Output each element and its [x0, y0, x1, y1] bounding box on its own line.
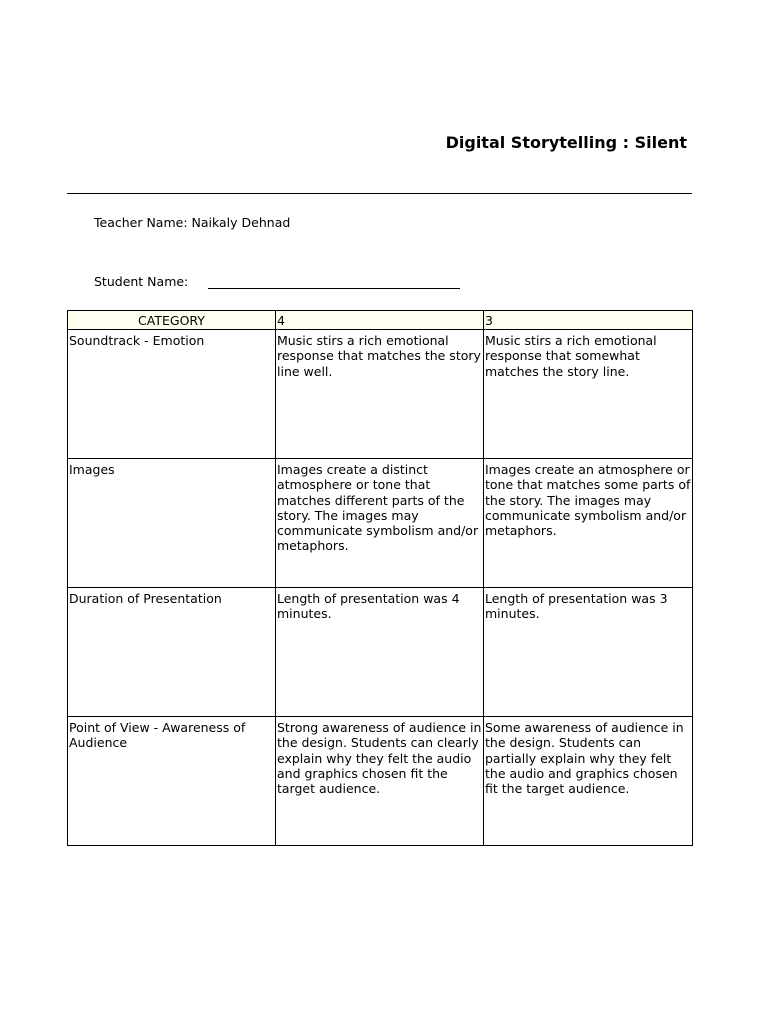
category-cell: Images: [68, 459, 276, 588]
table-row: [68, 717, 693, 846]
score-4-cell: Images create a distinct atmosphere or tone that matches different parts of the story. The images may communicate symbolism and/or metaphors.: [276, 459, 484, 588]
score-4-cell: Length of presentation was 4 minutes.: [276, 588, 484, 717]
table-row: [68, 588, 693, 717]
table-row: [68, 330, 693, 459]
score-3-cell: Music stirs a rich emotional response that somewhat matches the story line.: [484, 330, 693, 459]
score-3-cell: Length of presentation was 3 minutes.: [484, 588, 693, 717]
score-4-cell: Music stirs a rich emotional response that matches the story line well.: [276, 330, 484, 459]
header-row: [68, 311, 693, 330]
rubric-body: [68, 330, 693, 846]
score-4-cell: Strong awareness of audience in the design. Students can clearly explain why they felt the audio and graphics chosen fit the target audience.: [276, 717, 484, 846]
teacher-name: Teacher Name: Naikaly Dehnad: [94, 215, 291, 230]
student-name-label: Student Name:: [94, 274, 189, 289]
header-category: CATEGORY: [68, 311, 276, 330]
table-row: [68, 459, 693, 588]
category-cell: Point of View - Awareness of Audience: [68, 717, 276, 846]
category-cell: Soundtrack - Emotion: [68, 330, 276, 459]
page-title: Digital Storytelling : Silent: [445, 133, 687, 152]
header-score-3: 3: [484, 311, 693, 330]
rubric-header: [68, 311, 693, 330]
score-3-cell: Images create an atmosphere or tone that matches some parts of the story. The images may communicate symbolism and/or metaphors.: [484, 459, 693, 588]
header-score-4: 4: [276, 311, 484, 330]
header-divider: [67, 193, 692, 194]
category-cell: Duration of Presentation: [68, 588, 276, 717]
score-3-cell: Some awareness of audience in the design. Students can partially explain why they felt the audio and graphics chosen fit the target audience.: [484, 717, 693, 846]
student-name-blank-line: [208, 288, 460, 289]
rubric-table: [67, 310, 693, 846]
